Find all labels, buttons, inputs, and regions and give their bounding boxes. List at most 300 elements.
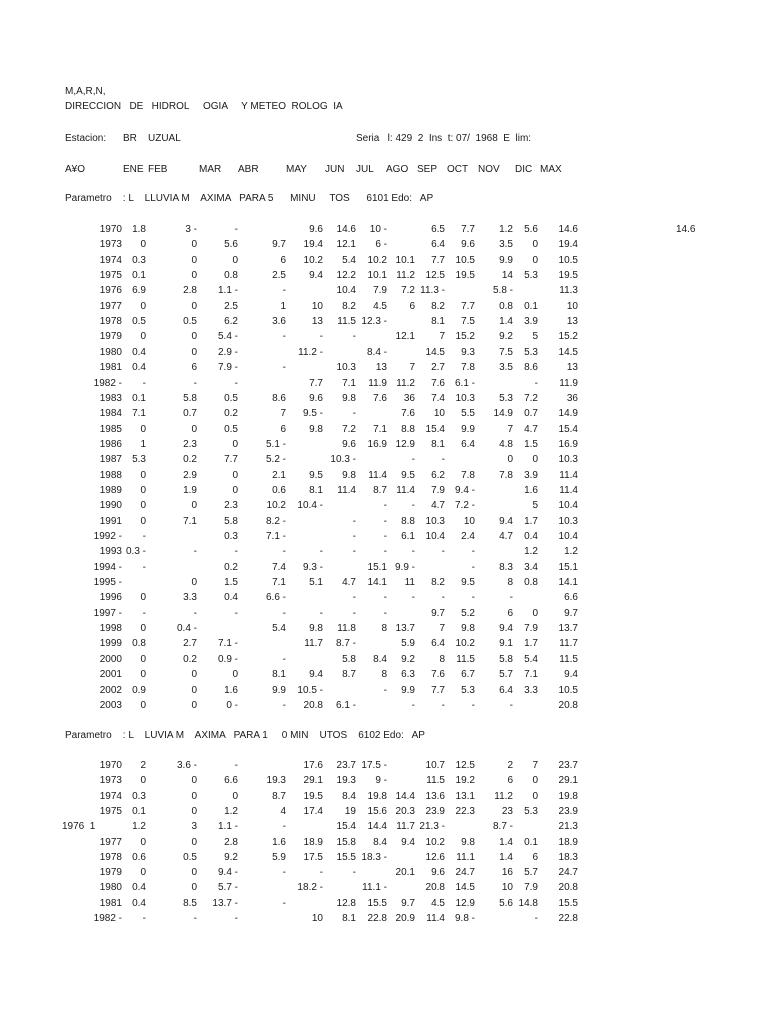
table2-cell-ene: 0 — [140, 867, 146, 879]
table1-cell-ago: 6 — [409, 300, 415, 312]
table1-cell-jun: 7.2 — [342, 423, 356, 435]
table1-cell-jun: 10.3 - — [330, 454, 356, 466]
table1-cell-year: 1976 — [99, 285, 122, 297]
table1-cell-max: 11.5 — [559, 653, 578, 665]
table1-cell-sep: - — [441, 592, 445, 604]
table1-cell-oct: 5.2 — [461, 607, 475, 619]
table1-cell-dic: 3.4 — [524, 561, 538, 573]
month-header-dic: DIC — [515, 164, 533, 175]
table1-cell-nov: 9.2 — [499, 331, 513, 343]
table1-cell-oct: 6.1 - — [454, 377, 475, 389]
table1-cell-year: 1994 - — [93, 561, 122, 573]
table1-cell-oct: 9.4 - — [454, 484, 475, 496]
table1-cell-abr: - — [282, 331, 286, 343]
table1-cell-nov: 8 — [507, 577, 513, 589]
table1-cell-abr: 6.6 - — [265, 592, 286, 604]
table1-cell-oct: 19.5 — [455, 270, 475, 282]
table1-cell-mar: - — [234, 224, 238, 235]
table2-cell-year: 1970 — [99, 760, 122, 771]
table1-cell-ene: 0.5 — [132, 316, 146, 328]
table1-cell-jun: - — [352, 607, 356, 619]
table1-cell-oct: 9.9 — [461, 423, 475, 435]
table1-cell-mar: 0.5 — [224, 392, 238, 404]
table1-cell-ene: 0.1 — [132, 270, 146, 282]
table1-cell-feb: - — [193, 546, 197, 558]
table1-cell-jun: - — [352, 515, 356, 527]
table2-cell-nov: 16 — [501, 867, 513, 879]
table1-cell-dic: - — [534, 377, 538, 389]
table1-cell-mar: 5.4 - — [217, 331, 238, 343]
month-header-jun: JUN — [325, 164, 345, 175]
table1-cell-dic: 0 — [532, 239, 538, 251]
table1-cell-mar: 0.2 — [224, 408, 238, 420]
table1-cell-feb: 3.3 — [183, 592, 197, 604]
table1-cell-sep: - — [441, 546, 445, 558]
table2-cell-feb: 3.6 - — [176, 760, 197, 771]
month-header-may: MAY — [286, 164, 307, 175]
table1-cell-ene: 0 — [140, 331, 146, 343]
table1-cell-may: 9.5 - — [302, 408, 323, 420]
table1-cell-abr: - — [282, 546, 286, 558]
table1-cell-oct: 10.2 — [455, 638, 475, 650]
table1-cell-mar: 2.3 — [224, 500, 238, 512]
table1-cell-abr: 7.1 — [272, 577, 286, 589]
table1-cell-mar: 0 — [232, 469, 238, 481]
table1-cell-max: 14.9 — [558, 408, 578, 420]
table1-cell-sep: 8.2 — [431, 577, 445, 589]
table1-cell-year: 1986 — [99, 438, 122, 450]
table1-cell-jun: - — [352, 592, 356, 604]
table1-cell-abr: 9.7 — [272, 239, 286, 251]
table1-cell-jul: - — [383, 592, 387, 604]
table1-cell-may: - — [319, 546, 323, 558]
table1-cell-may: 10.2 — [303, 254, 323, 266]
table1-cell-ene: 1 — [140, 438, 146, 450]
table1-cell-jun: 5.8 — [342, 653, 356, 665]
table1-cell-oct: 11.5 — [456, 653, 475, 665]
month-header-sep: SEP — [417, 164, 438, 175]
table1-cell-jul: 10.2 — [367, 254, 387, 266]
table1-cell-may: 9.5 — [309, 469, 323, 481]
table2-cell-oct: 12.9 — [455, 897, 475, 909]
table2-cell-mar: 5.7 - — [217, 882, 238, 894]
table1-cell-ene: 0 — [140, 515, 146, 527]
table1-cell-sep: 10.3 — [425, 515, 445, 527]
table1-cell-mar: 1.5 — [224, 577, 238, 589]
table2-cell-feb: 0 — [191, 867, 197, 879]
table1-cell-feb: - — [193, 607, 197, 619]
table2-cell-max: 19.8 — [558, 790, 578, 802]
table1-cell-mar: 0.8 — [224, 270, 238, 282]
table1-cell-max: 14.5 — [558, 346, 578, 358]
table1-cell-may: 9.6 — [309, 224, 323, 235]
table1-cell-year: 1974 — [99, 254, 122, 266]
table1-cell-abr: 8.1 — [272, 669, 286, 681]
table1-cell-max: 14.6 — [558, 224, 578, 235]
table1-cell-ene: 5.3 — [132, 454, 146, 466]
table1-cell-oct: 10 — [463, 515, 475, 527]
table1-cell-nov: 5.8 — [499, 653, 513, 665]
table1-cell-jun: 9.6 — [342, 438, 356, 450]
table1-cell-ago: 9.9 - — [394, 561, 415, 573]
table2-cell-may: 17.5 — [303, 851, 323, 863]
table2-cell-may: 17.4 — [303, 805, 323, 817]
table1-cell-nov: 3.5 — [499, 239, 513, 251]
table1-cell-nov: - — [509, 699, 513, 711]
table2-cell-feb: - — [193, 913, 197, 924]
table2-cell-may: - — [319, 867, 323, 879]
table1-cell-may: 9.6 — [309, 392, 323, 404]
table1-cell-ene: 0 — [140, 500, 146, 512]
table1-cell-year: 1993 — [99, 546, 122, 558]
table1-cell-mar: 7.1 - — [217, 638, 238, 650]
table1-cell-jun: 10.3 — [336, 362, 356, 374]
table1-cell-feb: 3 - — [185, 224, 197, 235]
table1-cell-year: 1988 — [99, 469, 122, 481]
table1-cell-oct: 15.2 — [455, 331, 475, 343]
table1-cell-max: 10.4 — [558, 500, 578, 512]
table1-cell-ene: 0 — [140, 484, 146, 496]
table2-cell-ago: 9.7 — [401, 897, 415, 909]
table1-cell-jul: - — [383, 531, 387, 542]
table2-cell-nov: 11.2 — [494, 790, 513, 802]
table1-cell-oct: 9.6 — [461, 239, 475, 251]
station-label: Estacion: — [65, 133, 107, 144]
table1-cell-feb: 2.7 — [183, 638, 197, 650]
table2-cell-oct: 9.8 — [461, 836, 475, 848]
table2-cell-jul: 17.5 - — [361, 760, 387, 771]
table1-cell-feb: 0 — [191, 699, 197, 711]
table1-cell-jul: 8 — [381, 623, 387, 635]
table1-cell-jun: - — [352, 331, 356, 343]
table1-cell-dic: 1.7 — [524, 515, 538, 527]
table1-cell-may: 10 — [311, 300, 323, 312]
table1-cell-year: 1982 - — [93, 377, 122, 389]
table1-cell-dic: 0 — [532, 454, 538, 466]
table1-cell-dic: 0.8 — [524, 577, 538, 589]
side-value: 14.6 — [676, 224, 696, 235]
table1-cell-max: 15.2 — [558, 331, 578, 343]
table2-cell-mar: - — [234, 760, 238, 771]
org-line: M,A,R,N, — [65, 86, 106, 97]
table1-cell-may: 11.2 - — [298, 346, 323, 358]
table1-cell-max: 13 — [566, 362, 578, 374]
table1-cell-year: 1997 - — [93, 607, 122, 619]
table1-cell-abr: 0.6 — [272, 484, 286, 496]
table1-cell-abr: 10.2 — [266, 500, 286, 512]
parameter-1-line: Parametro : L LLUVIA M AXIMA PARA 5 MINU TOS 6101 Edo: AP — [65, 193, 434, 204]
table1-cell-jul: - — [383, 546, 387, 558]
table1-cell-max: 10.5 — [558, 254, 578, 266]
table1-cell-mar: 0.5 — [224, 423, 238, 435]
table2-cell-feb: 3 — [191, 821, 197, 833]
table2-cell-abr: 4 — [280, 805, 286, 817]
table1-cell-may: 10.4 - — [297, 500, 323, 512]
table1-cell-nov: 5.8 - — [492, 285, 513, 297]
table1-cell-mar: 0 — [232, 669, 238, 681]
table1-cell-mar: 5.6 — [224, 239, 238, 251]
table2-cell-ene: - — [142, 913, 146, 924]
table1-cell-jun: 4.7 — [342, 577, 356, 589]
table2-cell-dic: 0 — [532, 790, 538, 802]
table1-cell-oct: 6.4 — [461, 438, 475, 450]
table1-cell-jul: 12.3 - — [361, 316, 387, 328]
table1-cell-jul: 8.4 — [373, 653, 387, 665]
table1-cell-feb: 0 — [191, 500, 197, 512]
table1-cell-mar: 0.4 — [224, 592, 238, 604]
table2-cell-mar: 2.8 — [224, 836, 238, 848]
table2-cell-sep: 11.4 — [426, 913, 445, 924]
month-header-max: MAX — [540, 164, 562, 175]
table1-cell-feb: 0 — [191, 684, 197, 696]
table2-cell-nov: 8.7 - — [492, 821, 513, 833]
table1-cell-year: 1989 — [99, 484, 122, 496]
table2-cell-sep: 12.6 — [425, 851, 445, 863]
table1-cell-abr: 7.4 — [272, 561, 286, 573]
table2-cell-sep: 4.5 — [431, 897, 445, 909]
table1-cell-jul: 10 - — [369, 224, 387, 235]
table2-cell-max: 24.7 — [558, 867, 578, 879]
table1-cell-ene: 0 — [140, 592, 146, 604]
table1-cell-nov: 7.8 — [499, 469, 513, 481]
table1-cell-sep: 7.7 — [431, 254, 445, 266]
table1-cell-ago: 11.2 — [396, 270, 415, 282]
table1-cell-feb: 0.2 — [183, 454, 197, 466]
table2-cell-ene: 0.4 — [132, 897, 146, 909]
table1-cell-feb: 0 — [191, 423, 197, 435]
table1-cell-ago: 9.5 — [401, 469, 415, 481]
table1-cell-year: 1970 — [99, 224, 122, 235]
table1-cell-nov: 4.8 — [499, 438, 513, 450]
table1-cell-feb: 0 — [191, 669, 197, 681]
table1-cell-ene: - — [142, 561, 146, 573]
table1-cell-jul: 4.5 — [373, 300, 387, 312]
table1-cell-ago: 8.8 — [401, 515, 415, 527]
table1-cell-nov: 0.8 — [499, 300, 513, 312]
table1-cell-abr: 5.1 - — [265, 438, 286, 450]
table1-cell-max: 13.7 — [558, 623, 578, 635]
table1-cell-jun: 14.6 — [336, 224, 356, 235]
table1-cell-jul: 10.1 — [367, 270, 387, 282]
table1-cell-nov: 1.2 — [499, 224, 513, 235]
table2-cell-abr: - — [282, 867, 286, 879]
table1-cell-max: 10.5 — [558, 684, 578, 696]
table2-cell-ago: 20.3 — [395, 805, 415, 817]
table2-cell-abr: 5.9 — [272, 851, 286, 863]
table1-cell-oct: - — [471, 592, 475, 604]
table2-cell-ene: 0.3 — [132, 790, 146, 802]
table1-cell-nov: 14 — [501, 270, 513, 282]
table1-cell-dic: 1.2 — [524, 546, 538, 558]
table1-cell-dic: 0 — [532, 607, 538, 619]
table1-cell-dic: 1.6 — [524, 484, 538, 496]
table1-cell-ene: 0 — [140, 300, 146, 312]
table2-cell-year: 1978 — [99, 851, 122, 863]
table2-cell-may: 17.6 — [303, 760, 323, 771]
table1-cell-feb: 6 — [191, 362, 197, 374]
table2-cell-sep: 20.8 — [425, 882, 445, 894]
table1-cell-sep: 10.4 — [425, 531, 445, 542]
table1-cell-sep: 15.4 — [425, 423, 445, 435]
table2-cell-year: 1975 — [99, 805, 122, 817]
table1-cell-may: 5.1 — [309, 577, 323, 589]
table1-cell-ene: 0 — [140, 423, 146, 435]
table1-cell-jul: 8 — [381, 669, 387, 681]
table1-cell-dic: 7.1 — [524, 669, 538, 681]
table2-cell-sep: 10.7 — [425, 760, 445, 771]
table1-cell-oct: - — [471, 699, 475, 711]
table1-cell-ene: 0.3 — [132, 254, 146, 266]
table2-cell-may: 19.5 — [303, 790, 323, 802]
table1-cell-oct: 7.2 - — [454, 500, 475, 512]
table1-cell-nov: 5.3 — [499, 392, 513, 404]
table1-cell-max: 10 — [566, 300, 578, 312]
table2-cell-jun: 8.4 — [342, 790, 356, 802]
table1-cell-nov: 6.4 — [499, 684, 513, 696]
table2-cell-max: 18.3 — [558, 851, 578, 863]
table1-cell-max: 11.4 — [559, 469, 578, 481]
table2-cell-ago: 11.7 — [396, 821, 415, 833]
table2-cell-dic: 0.1 — [524, 836, 538, 848]
table1-cell-max: 19.4 — [558, 239, 578, 251]
table1-cell-sep: 7 — [439, 331, 445, 343]
table1-cell-dic: 0 — [532, 254, 538, 266]
table1-cell-jul: 7.9 — [373, 285, 387, 297]
table1-cell-jun: - — [352, 531, 356, 542]
table1-cell-ago: - — [411, 592, 415, 604]
table1-cell-nov: 14.9 — [493, 408, 513, 420]
table1-cell-oct: 9.8 — [461, 623, 475, 635]
table2-cell-oct: 22.3 — [455, 805, 475, 817]
table1-cell-abr: - — [282, 285, 286, 297]
table1-cell-sep: - — [441, 454, 445, 466]
table1-cell-nov: 7.5 — [499, 346, 513, 358]
table1-cell-feb: 0 — [191, 239, 197, 251]
table1-cell-jul: 11.4 — [368, 469, 387, 481]
table2-cell-jun: 19 — [344, 805, 356, 817]
table1-cell-sep: 4.7 — [431, 500, 445, 512]
table1-cell-abr: 5.4 — [272, 623, 286, 635]
table1-cell-may: 9.4 — [309, 669, 323, 681]
table2-cell-year: 1979 — [99, 867, 122, 879]
table2-cell-oct: 24.7 — [455, 867, 475, 879]
table1-cell-nov: 6 — [507, 607, 513, 619]
table1-cell-dic: 5 — [532, 331, 538, 343]
table1-cell-abr: 6 — [280, 254, 286, 266]
table1-cell-jun: 5.4 — [342, 254, 356, 266]
table1-cell-feb: 0.2 — [183, 653, 197, 665]
table2-cell-oct: 14.5 — [455, 882, 475, 894]
table1-cell-max: 10.3 — [558, 454, 578, 466]
table1-cell-sep: 8 — [439, 653, 445, 665]
table1-cell-dic: 4.7 — [524, 423, 538, 435]
table2-cell-jul: 15.6 — [367, 805, 387, 817]
table1-cell-sep: 8.2 — [431, 300, 445, 312]
table1-cell-jun: 8.7 — [342, 669, 356, 681]
table1-cell-oct: 7.8 — [461, 362, 475, 374]
table2-cell-jul: 19.8 — [367, 790, 387, 802]
table2-cell-mar: 6.6 — [224, 775, 238, 787]
month-header-mar: MAR — [199, 164, 222, 175]
table1-cell-year: 1978 — [99, 316, 122, 328]
table2-cell-dic: 7.9 — [524, 882, 538, 894]
table1-cell-dic: 0.4 — [524, 531, 538, 542]
table1-cell-dic: 8.6 — [524, 362, 538, 374]
table1-cell-may: 10.5 - — [297, 684, 323, 696]
table1-cell-ene: 6.9 — [132, 285, 146, 297]
table2-cell-max: 20.8 — [558, 882, 578, 894]
table1-cell-jul: 6 - — [375, 239, 387, 251]
table2-cell-jul: 9 - — [375, 775, 387, 787]
table1-cell-abr: - — [282, 362, 286, 374]
table1-cell-ago: 12.1 — [395, 331, 415, 343]
table1-cell-nov: 3.5 — [499, 362, 513, 374]
table1-cell-sep: 10 — [433, 408, 445, 420]
table2-cell-ago: 14.4 — [395, 790, 415, 802]
station-value: BR UZUAL — [123, 133, 181, 144]
table1-cell-mar: 2.5 — [224, 300, 238, 312]
table1-cell-feb: 2.9 — [183, 469, 197, 481]
table1-cell-ago: 11.2 — [396, 377, 415, 389]
parameter-2-line: Parametro : L LUVIA M AXIMA PARA 1 0 MIN UTOS 6102 Edo: AP — [65, 730, 425, 741]
table1-cell-jun: 7.1 — [342, 377, 356, 389]
table1-cell-may: 9.8 — [309, 423, 323, 435]
table1-cell-dic: 7.2 — [524, 392, 538, 404]
table1-cell-abr: - — [282, 653, 286, 665]
table2-cell-may: 10 — [311, 913, 323, 924]
table2-cell-abr: 1.6 — [272, 836, 286, 848]
table1-cell-mar: 0.3 — [224, 531, 238, 542]
table1-cell-ago: 11.4 — [396, 484, 415, 496]
table2-cell-feb: 0 — [191, 836, 197, 848]
table1-cell-ene: 1.8 — [132, 224, 146, 235]
table2-cell-jul: 15.5 — [367, 897, 387, 909]
table1-cell-mar: 0 — [232, 484, 238, 496]
table1-cell-abr: - — [282, 699, 286, 711]
table2-cell-ene: 0 — [140, 775, 146, 787]
table2-cell-mar: 0 — [232, 790, 238, 802]
table1-cell-feb: 0 — [191, 346, 197, 358]
table1-cell-jul: 14.1 — [367, 577, 387, 589]
table1-cell-may: - — [319, 607, 323, 619]
table1-cell-max: 6.6 — [564, 592, 578, 604]
table2-cell-max: 21.3 — [558, 821, 578, 833]
table1-cell-abr: 1 — [280, 300, 286, 312]
table1-cell-jun: 9.8 — [342, 469, 356, 481]
table1-cell-max: 9.4 — [564, 669, 578, 681]
table1-cell-ene: 0 — [140, 623, 146, 635]
table1-cell-jul: - — [383, 515, 387, 527]
table1-cell-may: 20.8 — [303, 699, 323, 711]
table2-cell-year: 1976 1 — [62, 821, 96, 833]
table1-cell-sep: 7.6 — [431, 377, 445, 389]
table2-cell-nov: 2 — [507, 760, 513, 771]
table1-cell-abr: 6 — [280, 423, 286, 435]
table1-cell-mar: - — [234, 377, 238, 389]
table1-cell-oct: 5.3 — [461, 684, 475, 696]
table2-cell-ago: 20.1 — [395, 867, 415, 879]
table2-cell-mar: 1.1 - — [217, 821, 238, 833]
table1-cell-dic: 5.4 — [524, 653, 538, 665]
table1-cell-jun: - — [352, 546, 356, 558]
table1-cell-ago: 12.9 — [395, 438, 415, 450]
table2-cell-abr: - — [282, 821, 286, 833]
table1-cell-max: 36 — [566, 392, 578, 404]
table1-cell-oct: 7.7 — [461, 224, 475, 235]
table2-cell-max: 29.1 — [558, 775, 578, 787]
table1-cell-year: 1998 — [99, 623, 122, 635]
table2-cell-jun: 8.1 — [342, 913, 356, 924]
